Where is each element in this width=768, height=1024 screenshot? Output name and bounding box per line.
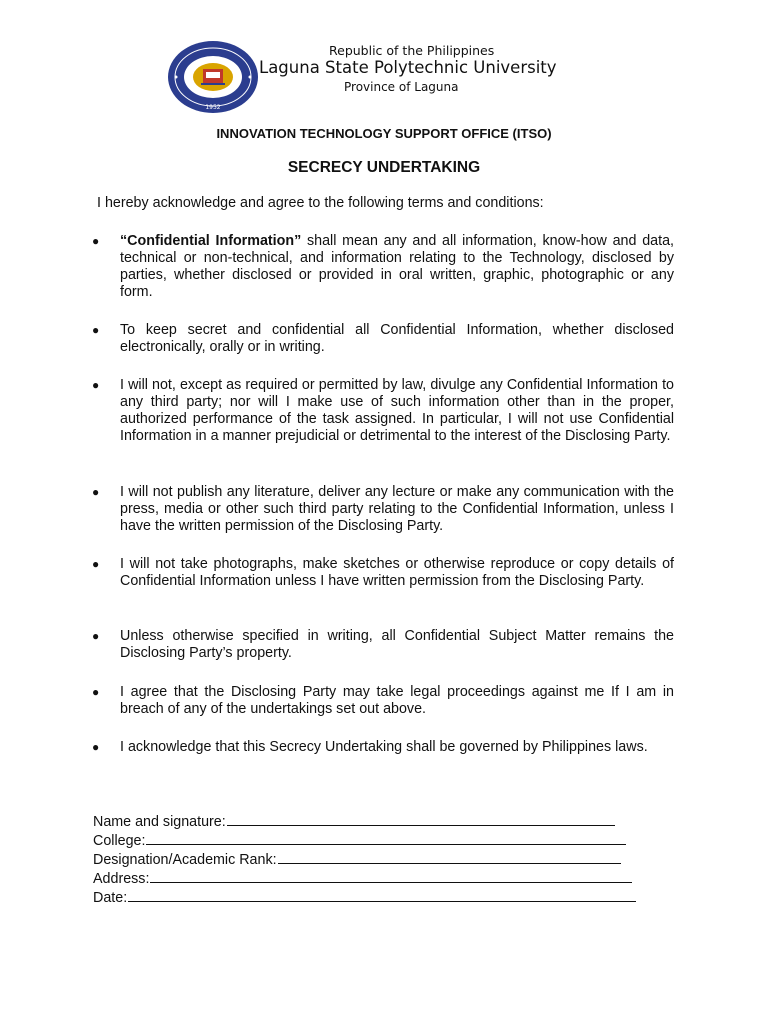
list-item: [92, 377, 674, 445]
list-item-text: I will not take photographs, make sketches or otherwise reproduce or copy details of Confidential Information unless I have written permission from the Disclosing Party.: [120, 556, 674, 589]
list-item-text: To keep secret and confidential all Confidential Information, whether disclosed electronically, orally or in writing.: [120, 322, 674, 355]
signature-block: [93, 812, 636, 907]
bullet-icon: ●: [92, 557, 100, 571]
address-field[interactable]: [150, 869, 632, 883]
document-title: SECRECY UNDERTAKING: [287, 159, 481, 176]
list-item: [92, 233, 674, 301]
list-item: [92, 556, 674, 590]
date-label: Date:: [93, 890, 128, 906]
seal-year: 1952: [205, 104, 221, 111]
name-signature-field[interactable]: [227, 812, 615, 826]
address-label: Address:: [93, 871, 150, 887]
college-label: College:: [93, 833, 146, 849]
list-item-text: Unless otherwise specified in writing, all Confidential Subject Matter remains the Disclosing Party’s property.: [120, 628, 674, 661]
name-signature-row: [93, 812, 636, 831]
province-label: Province of Laguna: [344, 80, 459, 94]
university-seal: [166, 40, 260, 114]
list-item: [92, 739, 674, 756]
republic-label: Republic of the Philippines: [329, 43, 495, 58]
date-row: [93, 888, 636, 907]
term-confidential-information: “Confidential Information”: [120, 233, 302, 249]
designation-label: Designation/Academic Rank:: [93, 852, 277, 868]
list-item-text: I will not publish any literature, deliver any lecture or make any communication with the press, media or other such third party relating to the Confidential Information, unless I have the written permission of the Disclosing Party.: [120, 484, 674, 534]
bullet-icon: ●: [92, 378, 100, 392]
name-signature-label: Name and signature:: [93, 814, 226, 830]
bullet-icon: ●: [92, 234, 100, 248]
college-row: [93, 831, 636, 850]
bullet-icon: ●: [92, 740, 100, 754]
list-item: [92, 484, 674, 535]
bullet-icon: ●: [92, 485, 100, 499]
university-name: Laguna State Polytechnic University: [259, 58, 557, 77]
list-item-text: I agree that the Disclosing Party may take legal proceedings against me If I am in breach of any of the undertakings set out above.: [120, 684, 674, 717]
intro-paragraph: I hereby acknowledge and agree to the following terms and conditions:: [97, 195, 544, 211]
list-item: [92, 322, 674, 356]
designation-field[interactable]: [278, 850, 621, 864]
bullet-icon: ●: [92, 685, 100, 699]
college-field[interactable]: [146, 831, 626, 845]
bullet-icon: ●: [92, 323, 100, 337]
list-item-text: I acknowledge that this Secrecy Undertaking shall be governed by Philippines laws.: [120, 739, 648, 755]
bullet-icon: ●: [92, 629, 100, 643]
list-item: [92, 628, 674, 662]
list-item: [92, 684, 674, 718]
designation-row: [93, 850, 636, 869]
list-item-text: shall mean any and all information, know-how and data, technical or non-technical, and information relating to the Technology, disclosed by parties, whether disclosed or provided in oral written, graphic, photographic or any form.: [120, 233, 674, 300]
address-row: [93, 869, 636, 888]
office-heading: INNOVATION TECHNOLOGY SUPPORT OFFICE (ITSO): [216, 126, 552, 141]
list-item-text: I will not, except as required or permitted by law, divulge any Confidential Information to any third party; nor will I make use of such information other than in the proper, authorized performance of the task assigned. In particular, I will not use Confidential Information in a manner prejudicial or detrimental to the interest of the Disclosing Party.: [120, 377, 674, 444]
date-field[interactable]: [128, 888, 636, 902]
